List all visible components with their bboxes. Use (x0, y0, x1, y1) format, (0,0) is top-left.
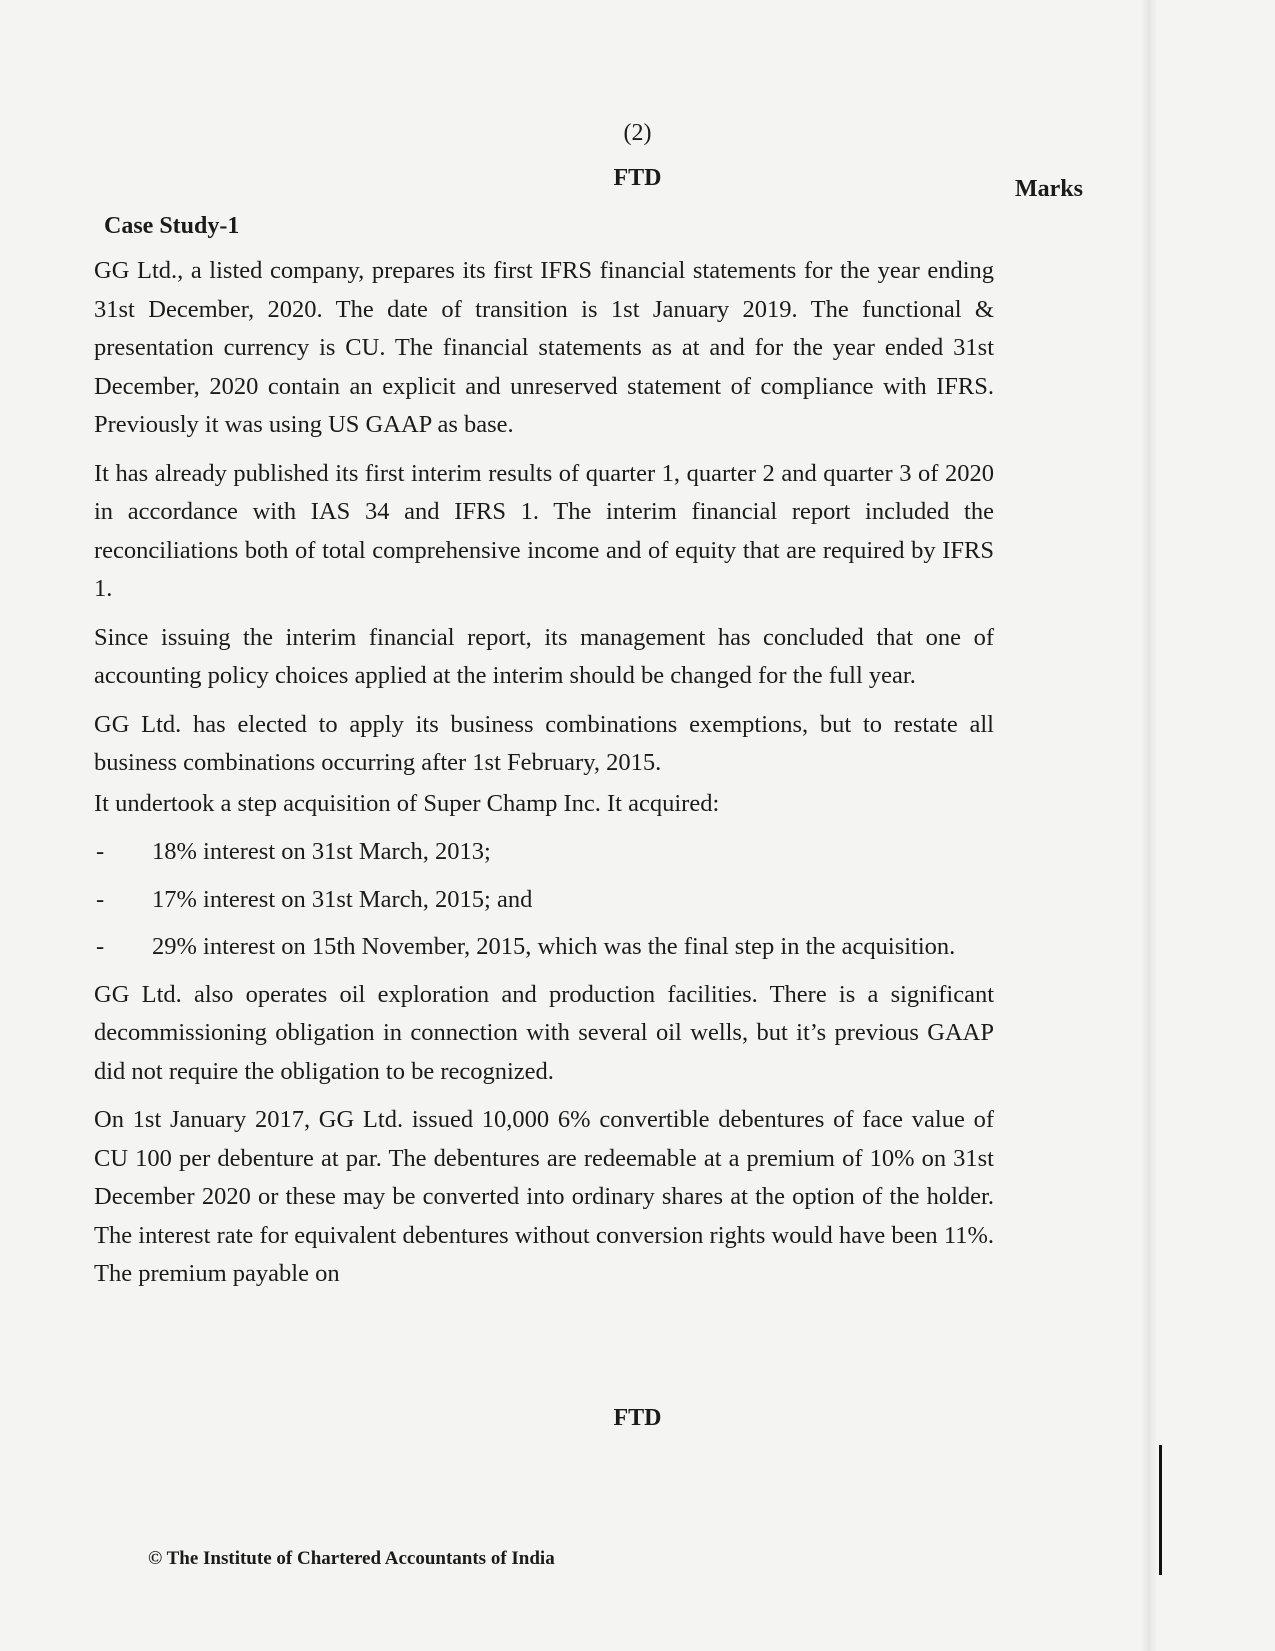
case-study-body (94, 252, 994, 1304)
paragraph: GG Ltd. also operates oil exploration and production facilities. There is a significant decommissioning obligation in connection with several oil wells, but it’s previous GAAP did not require the obligation to be recognized. (94, 980, 994, 1085)
paragraph: On 1st January 2017, GG Ltd. issued 10,000 6% convertible debentures of face value of CU 100 per debenture at par. The debentures are redeemable at a premium of 10% on 31st December 2020 or these may be converted into ordinary shares at the option of the holder. The interest rate for equivalent debentures without conversion rights would have been 11%. The premium payable on (94, 1106, 994, 1287)
case-study-heading: Case Study-1 (104, 213, 240, 239)
list-item (94, 881, 994, 920)
page-number: (2) (623, 120, 652, 146)
list-item-text: 18% interest on 31st March, 2013; (152, 838, 491, 865)
dash-marker: - (96, 933, 105, 960)
scan-edge-shadow (1140, 0, 1158, 1651)
paragraph: GG Ltd., a listed company, prepares its first IFRS financial statements for the year ending 31st December, 2020. The date of transition is 1st January 2019. The functional & presentation currency is CU. The financial statements as at and for the year ended 31st December, 2020 contain an explicit and unreserved statement of compliance with IFRS. Previously it was using US GAAP as base. (94, 257, 994, 438)
acquisition-list (94, 833, 994, 967)
dash-marker: - (96, 838, 105, 865)
scan-margin-mark (1159, 1445, 1162, 1575)
paragraph: GG Ltd. has elected to apply its business combinations exemptions, but to restate all business combinations occurring after 1st February, 2015. (94, 710, 994, 776)
list-item (94, 833, 994, 872)
list-item-text: 17% interest on 31st March, 2015; and (152, 885, 533, 913)
paper-code-header: FTD (613, 165, 662, 191)
paragraph: It undertook a step acquisition of Super Champ Inc. It acquired: (94, 789, 720, 817)
copyright-notice: © The Institute of Chartered Accountants of India (148, 1548, 555, 1569)
dash-marker: - (96, 885, 105, 913)
paragraph: It has already published its first interim results of quarter 1, quarter 2 and quarter 3 of 2020 in accordance with IAS 34 and IFRS 1. The interim financial report included the reconciliations both of total comprehensive income and of equity that are required by IFRS 1. (94, 459, 994, 602)
paper-code-footer: FTD (613, 1405, 662, 1431)
list-item (94, 928, 994, 967)
paragraph: Since issuing the interim financial report, its management has concluded that one of accounting policy choices applied at the interim should be changed for the full year. (94, 623, 994, 689)
list-item-text: 29% interest on 15th November, 2015, which was the final step in the acquisition. (152, 933, 956, 960)
marks-label: Marks (1015, 176, 1083, 202)
